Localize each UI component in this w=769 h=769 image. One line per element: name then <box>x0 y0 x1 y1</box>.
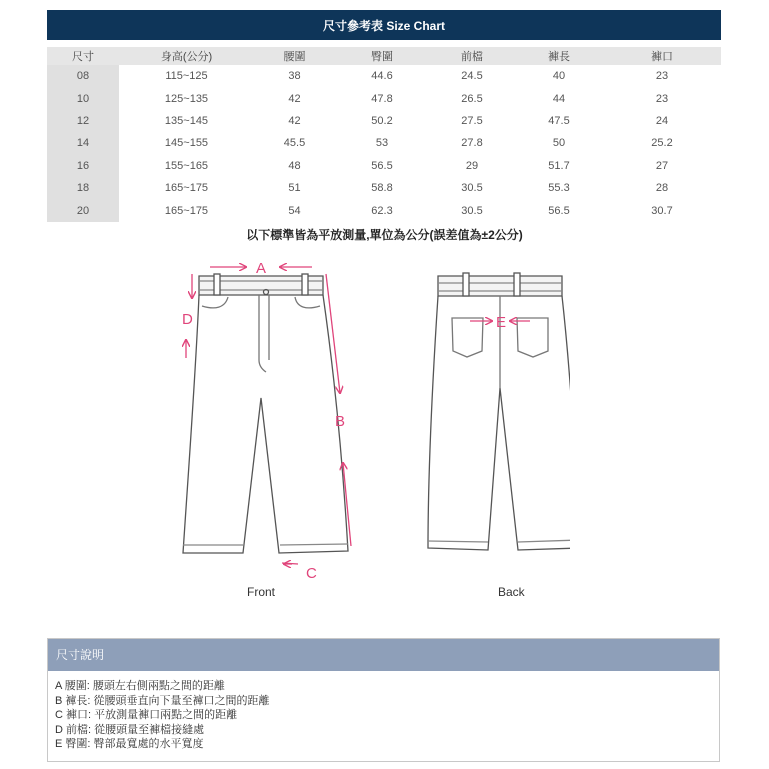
table-cell: 47.5 <box>548 114 570 127</box>
table-cell: 56.5 <box>371 159 393 172</box>
description-title: 尺寸說明 <box>48 639 719 671</box>
table-row <box>47 132 721 154</box>
table-row <box>47 155 721 177</box>
table-cell: 62.3 <box>371 204 393 217</box>
description-item: C 褲口: 平放測量褲口兩點之間的距離 <box>55 709 238 721</box>
size-cell: 16 <box>47 155 119 177</box>
header-hem: 褲口 <box>603 47 721 65</box>
table-row <box>47 199 721 221</box>
header-waist: 腰圍 <box>254 47 335 65</box>
table-cell: 26.5 <box>461 92 483 105</box>
header-height: 身高(公分) <box>119 47 254 65</box>
description-list <box>48 671 719 752</box>
front-pants-drawing <box>183 274 348 553</box>
marker-b: B <box>335 413 346 430</box>
table-cell: 27.5 <box>461 114 483 127</box>
size-cell: 20 <box>47 199 119 221</box>
size-chart-title: 尺寸參考表 Size Chart <box>47 10 721 40</box>
table-cell: 47.8 <box>371 92 393 105</box>
table-cell: 50.2 <box>371 114 393 127</box>
size-table <box>47 47 721 222</box>
table-cell: 30.5 <box>461 204 483 217</box>
front-label: Front <box>247 585 276 599</box>
table-cell: 40 <box>552 70 566 83</box>
table-cell: 23 <box>655 70 669 83</box>
table-row <box>47 177 721 199</box>
table-cell: 51.7 <box>548 159 570 172</box>
header-front-rise: 前檔 <box>429 47 515 65</box>
table-cell: 30.5 <box>461 182 483 195</box>
marker-c: C <box>306 565 317 582</box>
size-cell: 14 <box>47 132 119 154</box>
table-cell: 25.2 <box>651 137 673 150</box>
table-cell: 115~125 <box>165 70 208 83</box>
table-cell: 23 <box>655 92 669 105</box>
marker-a: A <box>256 260 267 277</box>
table-cell: 42 <box>288 92 301 105</box>
table-cell: 24 <box>655 114 669 127</box>
table-cell: 44 <box>552 92 566 105</box>
table-cell: 44.6 <box>371 70 393 83</box>
table-cell: 53 <box>375 137 389 150</box>
table-cell: 30.7 <box>651 204 673 217</box>
size-cell: 10 <box>47 87 119 109</box>
size-description-panel <box>47 638 720 762</box>
table-cell: 24.5 <box>461 70 483 83</box>
description-item: E 臀圍: 臀部最寬處的水平寬度 <box>55 738 204 750</box>
table-row <box>47 65 721 87</box>
pants-diagram <box>170 248 570 618</box>
table-cell: 58.8 <box>371 182 393 195</box>
table-cell: 27.8 <box>461 137 483 150</box>
table-cell: 56.5 <box>548 204 570 217</box>
measurement-note: 以下標準皆為平放測量,單位為公分(誤差值為±2公分) <box>246 228 523 242</box>
table-cell: 51 <box>288 182 301 195</box>
table-cell: 27 <box>655 159 669 172</box>
table-cell: 54 <box>288 204 301 217</box>
table-cell: 145~155 <box>164 137 209 150</box>
table-cell: 50 <box>552 137 566 150</box>
table-cell: 125~135 <box>164 92 209 105</box>
table-cell: 165~175 <box>164 204 209 217</box>
table-cell: 42 <box>288 114 301 127</box>
header-hip: 臀圍 <box>335 47 429 65</box>
marker-e: E <box>496 314 507 331</box>
size-cell: 08 <box>47 65 119 87</box>
marker-d: D <box>182 311 193 328</box>
table-cell: 135~145 <box>164 114 209 127</box>
table-row <box>47 87 721 109</box>
table-cell: 165~175 <box>164 182 209 195</box>
size-cell: 12 <box>47 110 119 132</box>
table-cell: 155~165 <box>164 159 209 172</box>
back-label: Back <box>498 585 525 599</box>
table-cell: 45.5 <box>283 137 306 150</box>
description-item: B 褲長: 從腰頭垂直向下量至褲口之間的距離 <box>55 694 270 707</box>
header-size: 尺寸 <box>47 47 119 65</box>
table-cell: 29 <box>465 159 479 172</box>
description-item: A 腰圍: 腰頭左右側兩點之間的距離 <box>55 680 225 692</box>
header-length: 褲長 <box>515 47 603 65</box>
table-cell: 28 <box>655 182 669 195</box>
table-cell: 38 <box>288 70 301 83</box>
size-cell: 18 <box>47 177 119 199</box>
table-cell: 55.3 <box>548 182 570 195</box>
table-cell: 48 <box>288 159 301 172</box>
table-header-row <box>47 47 721 65</box>
table-row <box>47 110 721 132</box>
description-item: D 前檔: 從腰頭量至褲檔接縫處 <box>55 723 205 736</box>
